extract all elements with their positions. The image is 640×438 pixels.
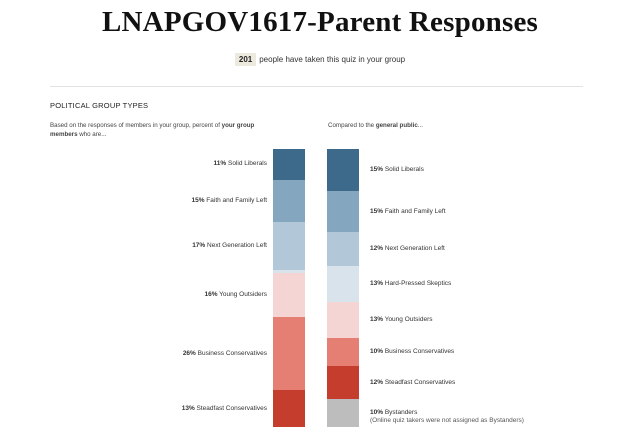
public-description-bold: general public [375, 122, 418, 129]
segment-name: Bystanders [383, 409, 418, 417]
public-description [328, 121, 558, 130]
segment-percent: 10% [370, 347, 384, 355]
right_column-segment [327, 191, 359, 233]
public-description-suffix: ... [417, 122, 423, 129]
section-title: POLITICAL GROUP TYPES [50, 101, 149, 110]
public-description-prefix: Compared to the [328, 122, 376, 129]
segment-percent: 12% [370, 378, 384, 386]
group-description [50, 121, 280, 139]
segment-percent: 13% [181, 404, 195, 412]
segment-name: Young Outsiders [383, 315, 433, 323]
segment-name: Steadfast Conservatives [194, 404, 267, 412]
quiz-count-text: people have taken this quiz in your group [259, 55, 406, 64]
segment-name: Solid Liberals [226, 160, 267, 168]
right_column-segment [327, 366, 359, 399]
segment-percent: 15% [191, 196, 205, 204]
group-description-bold: your group members [50, 122, 255, 138]
left_column-segment-label [204, 291, 267, 299]
segment-name: Next Generation Left [383, 245, 445, 253]
segment-percent: 11% [213, 160, 227, 168]
right_column-segment [327, 232, 359, 265]
right_column-segment-label [370, 245, 445, 253]
right_column-segment-label [370, 348, 454, 356]
segment-note: (Online quiz takers were not assigned as Bystanders) [370, 417, 524, 425]
page-title: LNAPGOV1617-Parent Responses [101, 6, 539, 38]
right_column-segment [327, 149, 359, 191]
right_column-segment-label [370, 409, 524, 425]
segment-name: Solid Liberals [383, 165, 424, 173]
segment-name: Business Conservatives [383, 347, 455, 355]
quiz-count-badge: 201 [235, 53, 256, 66]
segment-percent: 13% [370, 279, 384, 287]
right_column-segment-label [370, 379, 455, 387]
segment-name: Faith and Family Left [383, 207, 446, 215]
left_column-segment-label [182, 405, 267, 413]
segment-name: Business Conservatives [195, 349, 267, 357]
left_column-segment [273, 222, 305, 270]
segment-percent: 15% [370, 207, 384, 215]
group-description-suffix: who are... [77, 131, 107, 138]
segment-percent: 26% [182, 349, 196, 357]
segment-percent: 12% [370, 245, 384, 253]
right_column-segment-label [370, 280, 451, 288]
segment-name: Hard-Pressed Skeptics [383, 279, 452, 287]
right_column-segment [327, 302, 359, 338]
left_column-segment-label [214, 160, 267, 168]
segment-name: Young Outsiders [217, 291, 267, 299]
public-stacked-bar [327, 149, 359, 427]
right_column-segment-label [370, 316, 433, 324]
quiz-count-line [0, 53, 640, 66]
right_column-segment [327, 399, 359, 427]
right_column-segment-label [370, 166, 424, 174]
left_column-segment [273, 149, 305, 180]
left_column-segment [273, 317, 305, 390]
left_column-segment-label [183, 350, 267, 358]
group-stacked-bar [273, 149, 305, 427]
segment-name: Next Generation Left [205, 241, 267, 249]
right_column-segment [327, 266, 359, 302]
segment-percent: 10% [370, 409, 384, 417]
left_column-segment [273, 273, 305, 318]
left_column-segment [273, 180, 305, 222]
section-divider [50, 86, 583, 87]
segment-percent: 16% [204, 291, 218, 299]
segment-percent: 15% [370, 165, 384, 173]
right_column-segment [327, 338, 359, 366]
left_column-segment [273, 390, 305, 427]
left_column-segment-label [192, 242, 267, 250]
segment-name: Faith and Family Left [204, 196, 267, 204]
left_column-segment-label [191, 197, 267, 205]
segment-percent: 13% [370, 315, 384, 323]
segment-name: Steadfast Conservatives [383, 378, 456, 386]
group-description-prefix: Based on the responses of members in your group, percent of [50, 122, 222, 129]
right_column-segment-label [370, 208, 446, 216]
segment-percent: 17% [192, 241, 206, 249]
